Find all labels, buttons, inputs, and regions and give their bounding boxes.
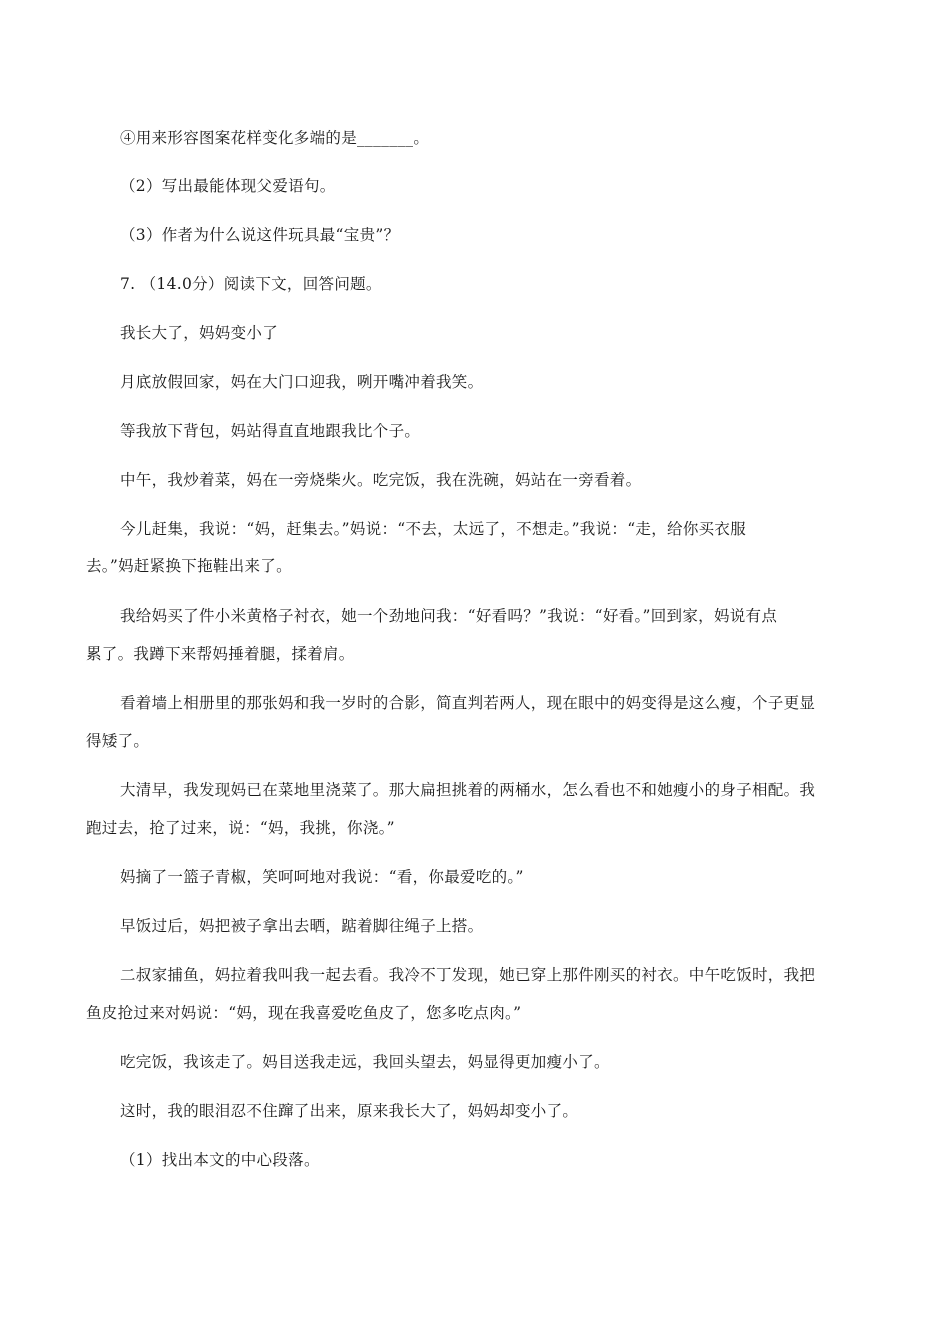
passage-paragraph: 中午，我炒着菜，妈在一旁烧柴火。吃完饭，我在洗碗，妈站在一旁看着。 [120, 471, 642, 489]
passage-paragraph-continuation: 鱼皮抢过来对妈说：“妈，现在我喜爱吃鱼皮了，您多吃点肉。” [86, 1004, 522, 1022]
question-option-4: ④用来形容图案花样变化多端的是_______。 [120, 129, 430, 147]
passage-paragraph-line: 大清早，我发现妈已在菜地里浇菜了。那大扁担挑着的两桶水，怎么看也不和她瘦小的身子相配。我 [120, 781, 816, 799]
passage-paragraph-continuation: 得矮了。 [86, 732, 150, 750]
passage-paragraph-continuation: 累了。我蹲下来帮妈捶着腿，揉着肩。 [86, 645, 355, 663]
passage-title: 我长大了，妈妈变小了 [120, 324, 279, 342]
passage-paragraph: 妈摘了一篮子青椒，笑呵呵地对我说：“看，你最爱吃的。” [120, 868, 524, 886]
passage-paragraph-continuation: 去。”妈赶紧换下拖鞋出来了。 [86, 557, 292, 575]
sub-question-1: （1）找出本文的中心段落。 [120, 1151, 320, 1169]
passage-paragraph: 这时，我的眼泪忍不住蹿了出来，原来我长大了，妈妈却变小了。 [120, 1102, 579, 1120]
sub-question-2: （2）写出最能体现父爱语句。 [120, 177, 336, 195]
passage-paragraph: 等我放下背包，妈站得直直地跟我比个子。 [120, 422, 421, 440]
question-7-heading: 7. （14.0分）阅读下文，回答问题。 [120, 275, 382, 293]
passage-paragraph-line: 今儿赶集，我说：“妈，赶集去。”妈说：“不去，太远了，不想走。”我说：“走，给你买衣服 [120, 520, 747, 538]
passage-paragraph: 月底放假回家，妈在大门口迎我，咧开嘴冲着我笑。 [120, 373, 484, 391]
sub-question-3: （3）作者为什么说这件玩具最“宝贵”？ [120, 226, 400, 244]
passage-paragraph-line: 看着墙上相册里的那张妈和我一岁时的合影，简直判若两人，现在眼中的妈变得是这么瘦，个子更显 [120, 694, 816, 712]
passage-paragraph: 吃完饭，我该走了。妈目送我走远，我回头望去，妈显得更加瘦小了。 [120, 1053, 610, 1071]
passage-paragraph-line: 二叔家捕鱼，妈拉着我叫我一起去看。我冷不丁发现，她已穿上那件刚买的衬衣。中午吃饭时，我把 [120, 966, 816, 984]
passage-paragraph-continuation: 跑过去，抢了过来，说：“妈，我挑，你浇。” [86, 819, 395, 837]
passage-paragraph-line: 我给妈买了件小米黄格子衬衣，她一个劲地问我：“好看吗？”我说：“好看。”回到家，妈说有点 [120, 607, 778, 625]
passage-paragraph: 早饭过后，妈把被子拿出去晒，踮着脚往绳子上搭。 [120, 917, 484, 935]
